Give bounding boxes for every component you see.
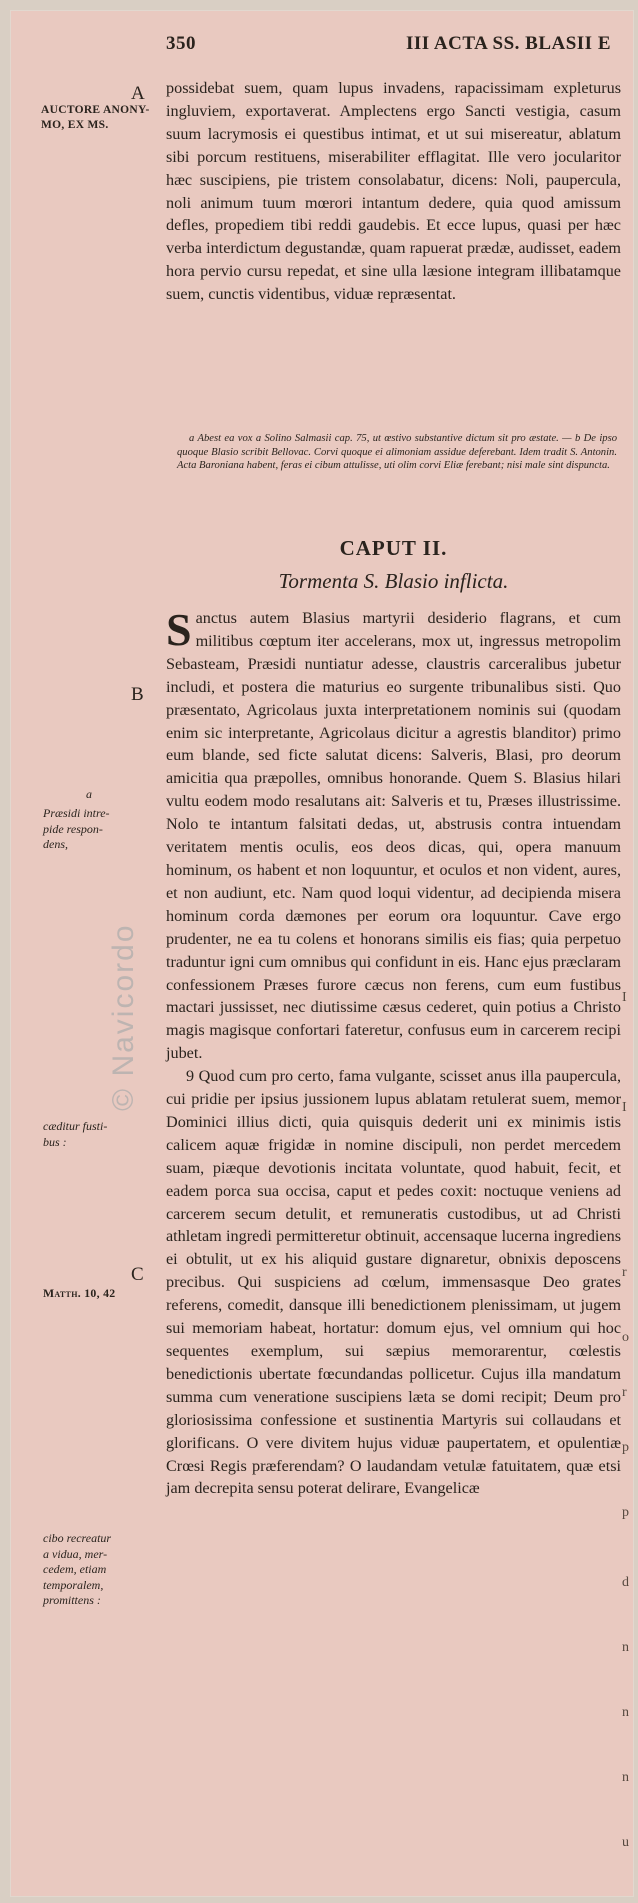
footnote-text: a Abest ea vox a Solino Salmasii cap. 75, ut œstivo substantive dictum sit pro æstate. — b De ipso quoque Blasio scribit Bellovac. Corvi quoque ei alimoniam assidue deferebant. Idem tradit S. Antonin. Acta Baroniana habent, feras ei cibum attulisse, uti olim corvi Eliæ ferebant; nisi male sint dispuncta. — [177, 433, 617, 471]
page-header — [166, 33, 631, 63]
footnotes — [177, 432, 617, 473]
paragraph-1: possidebat suem, quam lupus invadens, rapacissimam expleturus ingluviem, exportaverat. Amplectens ergo Sancti vestigia, casum suum lacrymosis ei questibus intimat, et ut sui misereatur, ablatum sibi porcum restituens, miserabiliter efflagitat. Ille vero jocularitor hæc suscipiens, pie tristem consolabatur, dicens: Noli, paupercula, noli animum tuum mœrori intantum dedere, quia quod amissum defles, propediem tibi reddi gaudebis. Et ecce lupus, quasi per hæc verba interdictum degustandæ, quam rapuerat prædæ, audisset, eadem hora pervio cursu repedat, et sine ulla læsione integram illibatamque suem, cunctis videntibus, viduæ repræsentat. — [166, 79, 621, 304]
margin-note-caeditur: cæditur fusti- bus : — [43, 1119, 108, 1149]
margin-note-letter: a — [86, 787, 92, 801]
paragraph-2-text: anctus autem Blasius martyrii desiderio flagrans, et cum militibus cœptum iter accelerans, mox ut, ingressus metropolim Sebasteam, Præsidi nuntiatur adesse, claustris carceralibus jubetur includi, et postera die maturius eo surgente tribunalibus sisti. Quo præsentato, Agricolaus juxta interpretationem nominis sui (quodam enim sic interpretante, Agricolaus dicitur a agrestis blanditor) primo eum blande, sed ficte salutat dicens: Salveris, Blasi, pro deorum amicitia qua præpolles, omnibus honorande. Quem S. Blasius hilari vultu eodem modo resalutans ait: Salveris et tu, Præses illustrissime. Nolo te intantum falsitati dedas, ut, abstrusis contra intuendam veritatem mentis oculis, eos deos dicas, qui, opera manuum hominum, os habent et non loquuntur, et oculos et non vident, aures, et non audiunt, etc. Nam quod loqui videntur, ad decipienda misera hominum corda dæmones per eorum ora loquuntur. Cave ergo prudenter, ne ea tu colens et honorans similis eis fias; quia perpetuo traduntur igni cum omnibus qui confidunt in eis. Hanc ejus præclaram confessionem Præses furore cæcus non ferens, cum eum fustibus mactari jussisset, nec diutissime cæsus cederet, quin potius a Christo magis magisque confortari fateretur, confusus eum in carcerem recipi jubet. — [166, 609, 621, 1063]
paragraph-2 — [166, 604, 621, 1065]
margin-source-note: AUCTORE ANONY- MO, EX MS. — [41, 104, 150, 131]
paragraph-continuation — [166, 77, 621, 306]
watermark: © Navicordo — [107, 923, 140, 1111]
drop-capital: S — [166, 604, 192, 655]
edge-mark: I — [622, 1100, 627, 1115]
edge-mark: n — [622, 1705, 629, 1720]
section-letter-a: A — [131, 83, 145, 104]
edge-mark: I — [622, 990, 627, 1005]
book-page — [10, 10, 634, 1897]
paragraph-3: 9 Quod cum pro certo, fama vulgante, scisset anus illa paupercula, cui pridie per ipsius jussionem lupus ablatam retulerat suem, memor Dominici illius dicti, quia quisquis dederit uni ex minimis istis calicem aquæ frigidæ in nomine discipuli, non perdet mercedem suam, piæque devotionis incitata voluntate, quod habuit, fecit, et eadem porca sua occisa, caput et pedes coxit: noctuque veniens ad carcerem secum detulit, et remuneratis custodibus, ut ad Christi athletam ingredi permitteretur obtinuit, accensaque lucerna ingrediens ei obtulit, ut ex his aliquid gustare dignaretur, obnixis deposcens precibus. Qui suspiciens ad cœlum, immensasque Deo grates referens, comedit, dansque illi benedictionem plenissimam, ut jugem sui memoriam habeat, hortatur: domum ejus, vel omnium qui hoc sequentes exemplum, sui sæpius memorarentur, cœlestis benedictionis ubertate fœcundandas pollicetur. Cujus illa mandatum summa cum veneratione suscipiens læta se domi recipit; Deum pro gloriosissima confessione et sustinentia Martyris sui collaudans et glorificans. O vere divitem hujus viduæ paupertatem, et opulentiæ Crœsi Regis præferendam? O laudandam vetulæ fatuitatem, quæ etsi jam decrepita sensu poterat delirare, Evangelicæ — [166, 1067, 621, 1498]
page-number: 350 — [166, 33, 196, 54]
chapter-body — [166, 604, 621, 1500]
margin-note-matthew: Matth. 10, 42 — [43, 1286, 116, 1300]
edge-mark: n — [622, 1640, 629, 1655]
edge-mark: r — [622, 1265, 627, 1280]
edge-mark: d — [622, 1575, 629, 1590]
edge-mark: n — [622, 1770, 629, 1785]
margin-note-cibo: cibo recreatur a vidua, mer- cedem, etiam temporalem, promittens : — [43, 1531, 112, 1607]
edge-mark: p — [622, 1440, 629, 1455]
section-letter-c: C — [131, 1264, 144, 1285]
section-letter-b: B — [131, 684, 144, 705]
running-title: III ACTA SS. BLASII E — [406, 33, 611, 54]
edge-mark: p — [622, 1505, 629, 1520]
edge-mark: o — [622, 1330, 629, 1345]
chapter-title: CAPUT II. — [339, 536, 448, 560]
edge-mark: u — [622, 1835, 629, 1850]
edge-mark: r — [622, 1385, 627, 1400]
chapter-subtitle: Tormenta S. Blasio inflicta. — [278, 569, 509, 593]
margin-note-praesidi: Præsidi intre- pide respon- dens, — [43, 806, 110, 851]
